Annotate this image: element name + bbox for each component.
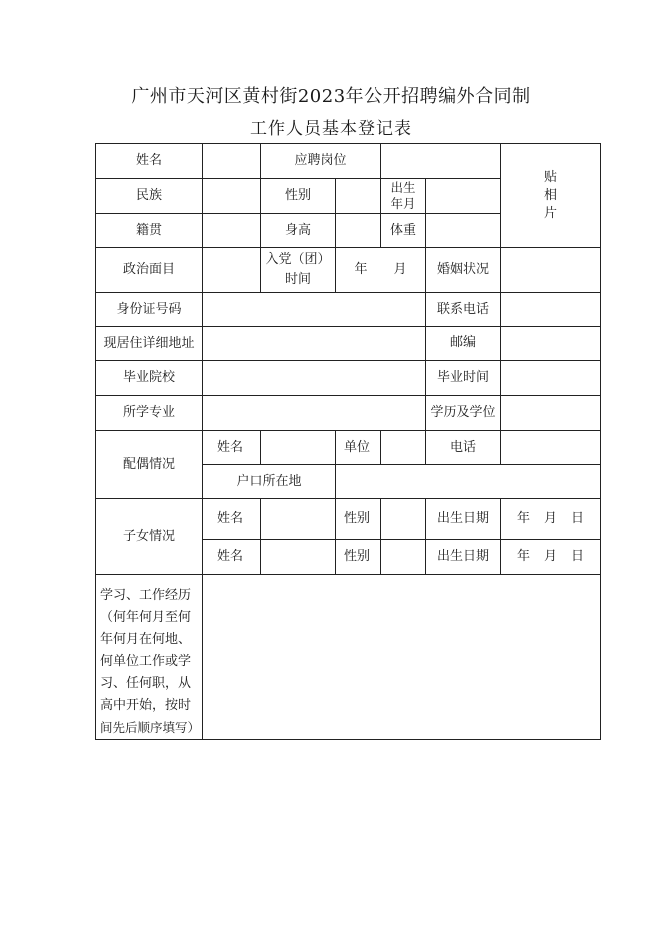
label-spouse-phone: 电话 [426,431,501,465]
label-gender: 性别 [261,179,336,214]
label-major: 所学专业 [96,396,203,431]
label-spouse: 配偶情况 [96,431,203,499]
day-unit: 日 [571,511,585,526]
label-birth-date-line2: 年月 [390,196,416,211]
month-unit: 月 [543,511,557,526]
label-party-join-time [261,248,336,293]
label-phone: 联系电话 [426,293,501,327]
child2-name-field[interactable] [261,540,336,575]
photo-label-3: 片 [543,205,557,221]
label-weight: 体重 [381,214,426,248]
history-line-1: 学习、工作经历 [100,588,192,603]
year-unit: 年 [516,511,530,526]
label-child2-name: 姓名 [203,540,261,575]
school-field[interactable] [203,361,426,396]
photo-area[interactable] [501,144,601,248]
major-field[interactable] [203,396,426,431]
political-status-field[interactable] [203,248,261,293]
name-field[interactable] [203,144,261,179]
label-child2-birth: 出生日期 [426,540,501,575]
label-party-join-line2: 时间 [284,272,311,287]
ethnicity-field[interactable] [203,179,261,214]
label-address: 现居住详细地址 [96,327,203,361]
label-birth-date-line1: 出生 [390,180,416,195]
child2-gender-field[interactable] [381,540,426,575]
id-number-field[interactable] [203,293,426,327]
label-spouse-hukou: 户口所在地 [203,465,336,499]
label-native-place: 籍贯 [96,214,203,248]
label-history [96,575,203,740]
phone-field[interactable] [501,293,601,327]
month-unit: 月 [393,262,407,277]
spouse-name-field[interactable] [261,431,336,465]
year-unit: 年 [354,262,368,277]
address-field[interactable] [203,327,426,361]
spouse-employer-field[interactable] [381,431,426,465]
year-unit: 年 [516,549,530,564]
history-line-3: 年何月在何地、 [100,632,192,647]
degree-field[interactable] [501,396,601,431]
birth-date-field[interactable] [426,179,501,214]
position-applied-field[interactable] [381,144,501,179]
native-place-field[interactable] [203,214,261,248]
document-title: 广州市天河区黄村街2023年公开招聘编外合同制 [131,86,531,107]
label-name: 姓名 [96,144,203,179]
party-join-time-field[interactable] [336,248,426,293]
label-political-status: 政治面目 [96,248,203,293]
label-party-join-line1: 入党（团） [265,252,331,267]
label-height: 身高 [261,214,336,248]
history-line-5: 习、任何职，从 [100,676,192,691]
child1-gender-field[interactable] [381,499,426,540]
spouse-hukou-field[interactable] [336,465,601,499]
photo-label-2: 相 [543,187,557,203]
document-subtitle: 工作人员基本登记表 [250,119,412,139]
history-line-7: 间先后顺序填写） [100,720,201,735]
spouse-phone-field[interactable] [501,431,601,465]
label-postcode: 邮编 [426,327,501,361]
label-spouse-employer: 单位 [336,431,381,465]
postcode-field[interactable] [501,327,601,361]
label-school: 毕业院校 [96,361,203,396]
history-line-4: 何单位工作或学 [100,654,192,669]
label-children: 子女情况 [96,499,203,575]
label-degree: 学历及学位 [426,396,501,431]
child1-birth-field[interactable] [501,499,601,540]
marital-status-field[interactable] [501,248,601,293]
day-unit: 日 [571,549,585,564]
gender-field[interactable] [336,179,381,214]
child2-birth-field[interactable] [501,540,601,575]
height-field[interactable] [336,214,381,248]
label-child2-gender: 性别 [336,540,381,575]
label-position-applied: 应聘岗位 [261,144,381,179]
grad-time-field[interactable] [501,361,601,396]
label-child1-name: 姓名 [203,499,261,540]
label-id-number: 身份证号码 [96,293,203,327]
label-spouse-name: 姓名 [203,431,261,465]
history-line-6: 高中开始，按时 [100,698,192,713]
child1-name-field[interactable] [261,499,336,540]
weight-field[interactable] [426,214,501,248]
label-grad-time: 毕业时间 [426,361,501,396]
label-marital-status: 婚姻状况 [426,248,501,293]
label-ethnicity: 民族 [96,179,203,214]
history-line-2: （何年何月至何 [100,610,192,625]
label-child1-gender: 性别 [336,499,381,540]
photo-label-1: 贴 [543,169,557,185]
registration-form [95,143,601,740]
month-unit: 月 [543,549,557,564]
label-child1-birth: 出生日期 [426,499,501,540]
label-birth-date [381,179,426,214]
history-field[interactable] [203,575,601,740]
